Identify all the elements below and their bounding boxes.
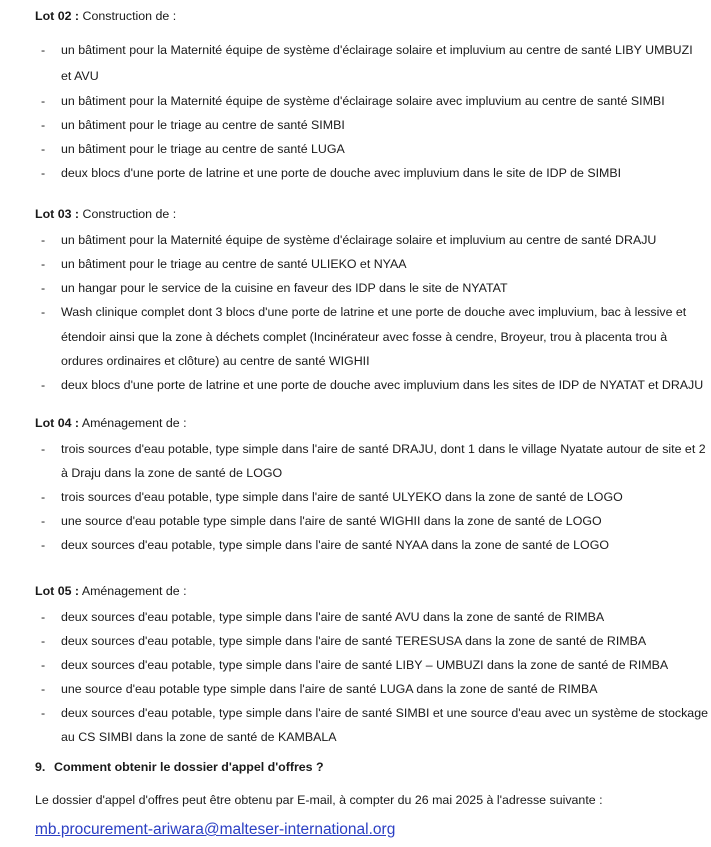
list-bullet: - [41,378,46,392]
list-item-line: un bâtiment pour la Maternité équipe de système d'éclairage solaire et impluvium au centre de santé DRAJU [61,233,657,247]
lot-title: Aménagement de : [81,584,187,598]
list-item-line: un bâtiment pour le triage au centre de santé SIMBI [61,118,345,132]
section-9-number: 9. [35,760,46,774]
list-item-line: un hangar pour le service de la cuisine en faveur des IDP dans le site de NYATAT [61,281,508,295]
list-bullet: - [41,257,46,271]
list-item-line: un bâtiment pour le triage au centre de santé ULIEKO et NYAA [61,257,407,271]
list-item-line: un bâtiment pour la Maternité équipe de système d'éclairage solaire et impluvium au centre de santé LIBY UMBUZI [61,43,693,57]
lot-heading [35,8,176,24]
lot-label: Lot 05 : [35,584,80,598]
list-bullet: - [41,538,46,552]
lot-label: Lot 03 : [35,207,80,221]
list-item-line: ordures ordinaires et clôture) au centre de santé WIGHII [61,354,370,368]
list-bullet: - [41,94,46,108]
list-bullet: - [41,634,46,648]
list-item-line: trois sources d'eau potable, type simple dans l'aire de santé ULYEKO dans la zone de santé de LOGO [61,490,623,504]
list-bullet: - [41,233,46,247]
list-bullet: - [41,706,46,720]
email-link[interactable]: mb.procurement-ariwara@malteser-international.org [35,821,396,838]
list-item-line: deux blocs d'une porte de latrine et une porte de douche avec impluvium dans le site de IDP de SIMBI [61,166,622,180]
list-bullet: - [41,281,46,295]
section-9-title: Comment obtenir le dossier d'appel d'offres ? [54,760,324,774]
list-bullet: - [41,43,46,57]
list-item-line: étendoir ainsi que la zone à déchets complet (Incinérateur avec fosse à cendre, Broyeur, trou à placenta trou à [61,330,668,344]
list-bullet: - [41,610,46,624]
list-item-line: une source d'eau potable type simple dans l'aire de santé LUGA dans la zone de santé de RIMBA [61,682,598,696]
list-item-line: à Draju dans la zone de santé de LOGO [61,466,283,480]
lot-title: Aménagement de : [81,416,187,430]
list-bullet: - [41,682,46,696]
lot-title: Construction de : [82,9,177,23]
list-bullet: - [41,142,46,156]
lot-label: Lot 04 : [35,416,80,430]
lot-heading [35,415,187,431]
list-bullet: - [41,305,46,319]
list-bullet: - [41,442,46,456]
lot-heading [35,206,176,222]
list-bullet: - [41,118,46,132]
list-bullet: - [41,490,46,504]
list-item-line: au CS SIMBI dans la zone de santé de KAMBALA [61,730,337,744]
list-item-line: deux blocs d'une porte de latrine et une porte de douche avec impluvium dans les sites de IDP de NYATAT et DRAJU [61,378,704,392]
list-item-line: et AVU [61,69,99,83]
list-item-line: une source d'eau potable type simple dans l'aire de santé WIGHII dans la zone de santé de LOGO [61,514,602,528]
list-bullet: - [41,658,46,672]
list-bullet: - [41,514,46,528]
list-bullet: - [41,166,46,180]
lot-label: Lot 02 : [35,9,80,23]
list-item-line: un bâtiment pour le triage au centre de santé LUGA [61,142,345,156]
lot-title: Construction de : [82,207,177,221]
list-item-line: deux sources d'eau potable, type simple dans l'aire de santé AVU dans la zone de santé de RIMBA [61,610,605,624]
list-item-line: trois sources d'eau potable, type simple dans l'aire de santé DRAJU, dont 1 dans le village Nyatate autour de site et 2 [61,442,706,456]
list-item-line: deux sources d'eau potable, type simple dans l'aire de santé TERESUSA dans la zone de santé de RIMBA [61,634,647,648]
section-9-paragraph: Le dossier d'appel d'offres peut être obtenu par E-mail, à compter du 26 mai 2025 à l'adresse suivante : [35,793,603,807]
list-item-line: Wash clinique complet dont 3 blocs d'une porte de latrine et une porte de douche avec impluvium, bac à lessive et [61,305,687,319]
list-item-line: un bâtiment pour la Maternité équipe de système d'éclairage solaire avec impluvium au centre de santé SIMBI [61,94,665,108]
section-9-heading [35,759,324,775]
lot-heading [35,583,187,599]
list-item-line: deux sources d'eau potable, type simple dans l'aire de santé NYAA dans la zone de santé de LOGO [61,538,609,552]
list-item-line: deux sources d'eau potable, type simple dans l'aire de santé LIBY – UMBUZI dans la zone de santé de RIMBA [61,658,669,672]
list-item-line: deux sources d'eau potable, type simple dans l'aire de santé SIMBI et une source d'eau avec un système de stockage [61,706,708,720]
